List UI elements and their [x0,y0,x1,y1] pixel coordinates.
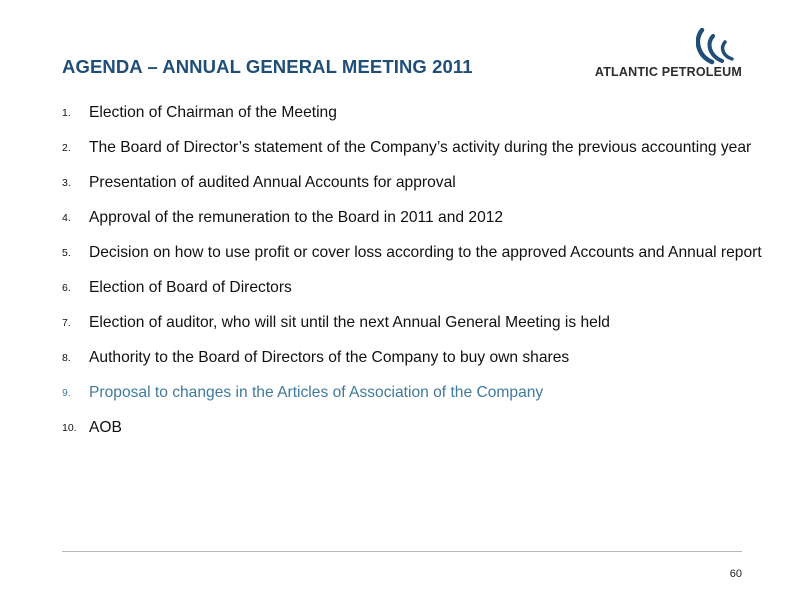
agenda-item-text: Election of auditor, who will sit until the next Annual General Meeting is held [89,314,610,331]
agenda-item-text: AOB [89,419,122,436]
agenda-item [62,347,762,368]
slide-title: AGENDA – ANNUAL GENERAL MEETING 2011 [62,56,473,77]
page-number: 60 [729,568,742,580]
agenda-item [62,312,762,333]
agenda-item [62,242,762,263]
agenda-item-text: Presentation of audited Annual Accounts for approval [89,174,456,191]
company-logo [592,28,742,86]
agenda-item-text: Authority to the Board of Directors of the Company to buy own shares [89,349,570,366]
agenda-item-number: 1. [62,107,71,119]
agenda-item-highlighted [62,382,762,403]
agenda-item-number: 6. [62,282,71,294]
agenda-item-number: 10. [62,422,77,434]
agenda-list [62,102,762,452]
agenda-item-text: Election of Chairman of the Meeting [89,104,337,121]
agenda-item-text: The Board of Director’s statement of the Company’s activity during the previous accounting year [89,139,752,156]
agenda-item-text: Proposal to changes in the Articles of Association of the Company [89,384,544,401]
agenda-item-text: Approval of the remuneration to the Board in 2011 and 2012 [89,209,504,226]
agenda-item [62,102,762,123]
agenda-item-number: 5. [62,247,71,259]
wave-icon [696,28,742,66]
agenda-item [62,417,762,438]
agenda-item-text: Election of Board of Directors [89,279,292,296]
agenda-item-text: Decision on how to use profit or cover loss according to the approved Accounts and Annual report [89,244,762,261]
agenda-item [62,172,762,193]
agenda-item [62,277,762,298]
agenda-item [62,137,762,158]
footer-divider [62,551,742,552]
agenda-item-number: 7. [62,317,71,329]
agenda-item-number: 4. [62,212,71,224]
logo-wordmark: ATLANTIC PETROLEUM [594,65,742,79]
agenda-item-number: 3. [62,177,71,189]
agenda-item [62,207,762,228]
agenda-item-number: 2. [62,142,71,154]
agenda-item-number: 8. [62,352,71,364]
agenda-item-number: 9. [62,387,71,399]
